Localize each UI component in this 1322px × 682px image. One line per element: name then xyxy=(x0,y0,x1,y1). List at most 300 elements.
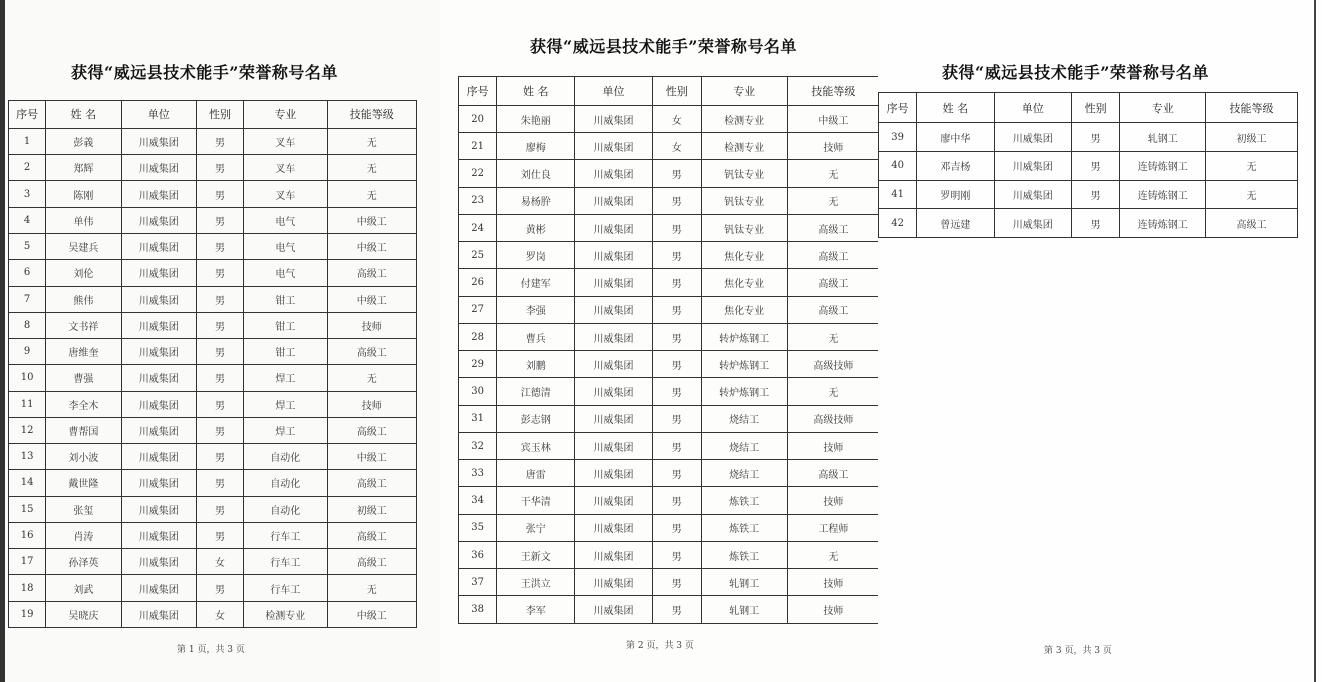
cell-serial-number: 21 xyxy=(459,133,497,160)
cell-skill-level: 无 xyxy=(327,365,416,391)
cell-gender: 男 xyxy=(652,460,701,487)
cell-skill-level: 高级技师 xyxy=(787,405,879,432)
table-row xyxy=(9,444,417,470)
cell-serial-number: 36 xyxy=(459,541,497,568)
cell-unit: 川威集团 xyxy=(575,187,653,214)
cell-specialty: 转炉炼钢工 xyxy=(701,378,787,405)
table-row xyxy=(9,286,417,312)
cell-skill-level: 无 xyxy=(1206,180,1298,209)
cell-unit: 川威集团 xyxy=(994,180,1071,209)
cell-name: 罗明刚 xyxy=(917,180,994,209)
table-row xyxy=(459,541,880,568)
cell-serial-number: 19 xyxy=(9,601,46,627)
cell-serial-number: 23 xyxy=(459,187,497,214)
cell-specialty: 转炉炼钢工 xyxy=(701,323,787,350)
cell-specialty: 自动化 xyxy=(244,444,327,470)
table-row xyxy=(459,323,880,350)
cell-name: 邓吉杨 xyxy=(917,152,994,181)
cell-serial-number: 17 xyxy=(9,549,46,575)
cell-serial-number: 13 xyxy=(9,444,46,470)
cell-specialty: 焦化专业 xyxy=(701,242,787,269)
cell-skill-level: 高级工 xyxy=(787,296,879,323)
cell-serial-number: 31 xyxy=(459,405,497,432)
table-row xyxy=(459,405,880,432)
cell-specialty: 电气 xyxy=(244,260,327,286)
cell-name: 刘伦 xyxy=(46,260,121,286)
table-row xyxy=(9,575,417,601)
cell-serial-number: 40 xyxy=(879,152,917,181)
cell-name: 彭義 xyxy=(46,128,121,154)
table-row xyxy=(459,242,880,269)
cell-name: 张玺 xyxy=(46,496,121,522)
cell-skill-level: 高级工 xyxy=(327,339,416,365)
page-footer: 第 1 页，共 3 页 xyxy=(177,645,245,655)
table-row xyxy=(9,128,417,154)
cell-specialty: 检测专业 xyxy=(701,133,787,160)
cell-skill-level: 无 xyxy=(787,160,879,187)
cell-name: 王洪立 xyxy=(497,569,575,596)
cell-gender: 男 xyxy=(652,487,701,514)
cell-skill-level: 无 xyxy=(327,575,416,601)
cell-gender: 男 xyxy=(652,514,701,541)
cell-unit: 川威集团 xyxy=(575,133,653,160)
page-title: 获得“威远县技术能手”荣誉称号名单 xyxy=(71,63,338,82)
table-row xyxy=(459,187,880,214)
cell-gender: 男 xyxy=(196,444,243,470)
column-header-serial-number: 序号 xyxy=(459,77,497,106)
column-header-serial-number: 序号 xyxy=(9,101,46,129)
cell-unit: 川威集团 xyxy=(575,269,653,296)
cell-specialty: 自动化 xyxy=(244,470,327,496)
page-title: 获得“威远县技术能手”荣誉称号名单 xyxy=(942,63,1209,82)
table-row xyxy=(459,432,880,459)
cell-skill-level: 初级工 xyxy=(327,496,416,522)
cell-serial-number: 7 xyxy=(9,286,46,312)
cell-gender: 男 xyxy=(196,155,243,181)
cell-specialty: 行车工 xyxy=(244,549,327,575)
cell-name: 张宁 xyxy=(497,514,575,541)
cell-skill-level: 高级工 xyxy=(327,417,416,443)
document-page-1 xyxy=(0,0,440,682)
cell-gender: 男 xyxy=(196,417,243,443)
cell-unit: 川威集团 xyxy=(575,569,653,596)
table-row xyxy=(459,105,880,132)
cell-unit: 川威集团 xyxy=(575,460,653,487)
column-header-name: 姓 名 xyxy=(497,77,575,106)
cell-name: 刘小波 xyxy=(46,444,121,470)
cell-name: 曹强 xyxy=(46,365,121,391)
table-row xyxy=(9,155,417,181)
cell-name: 唐维奎 xyxy=(46,339,121,365)
cell-gender: 男 xyxy=(652,242,701,269)
cell-unit: 川威集团 xyxy=(121,496,196,522)
cell-unit: 川威集团 xyxy=(575,105,653,132)
cell-name: 廖中华 xyxy=(917,123,994,152)
column-header-gender: 性别 xyxy=(652,77,701,106)
cell-specialty: 烧结工 xyxy=(701,405,787,432)
cell-specialty: 轧钢工 xyxy=(701,569,787,596)
cell-name: 唐雷 xyxy=(497,460,575,487)
cell-gender: 男 xyxy=(196,181,243,207)
table-row xyxy=(459,596,880,624)
cell-skill-level: 技师 xyxy=(327,391,416,417)
cell-serial-number: 29 xyxy=(459,351,497,378)
column-header-specialty: 专业 xyxy=(1120,93,1206,123)
cell-name: 李全木 xyxy=(46,391,121,417)
cell-name: 宾玉林 xyxy=(497,432,575,459)
cell-name: 江德清 xyxy=(497,378,575,405)
cell-skill-level: 无 xyxy=(787,541,879,568)
cell-name: 孙泽英 xyxy=(46,549,121,575)
page-footer: 第 2 页，共 3 页 xyxy=(626,641,694,651)
table-row xyxy=(459,378,880,405)
cell-serial-number: 27 xyxy=(459,296,497,323)
cell-serial-number: 18 xyxy=(9,575,46,601)
cell-skill-level: 中级工 xyxy=(327,286,416,312)
cell-unit: 川威集团 xyxy=(121,549,196,575)
cell-serial-number: 32 xyxy=(459,432,497,459)
table-row xyxy=(9,365,417,391)
cell-serial-number: 22 xyxy=(459,160,497,187)
cell-serial-number: 10 xyxy=(9,365,46,391)
cell-unit: 川威集团 xyxy=(575,323,653,350)
table-row xyxy=(9,470,417,496)
cell-skill-level: 无 xyxy=(787,323,879,350)
cell-gender: 男 xyxy=(196,391,243,417)
cell-serial-number: 33 xyxy=(459,460,497,487)
cell-specialty: 钒钛专业 xyxy=(701,214,787,241)
cell-skill-level: 技师 xyxy=(787,487,879,514)
cell-serial-number: 15 xyxy=(9,496,46,522)
cell-name: 陈刚 xyxy=(46,181,121,207)
cell-specialty: 钳工 xyxy=(244,339,327,365)
cell-gender: 男 xyxy=(652,596,701,624)
table-row xyxy=(9,549,417,575)
cell-name: 廖梅 xyxy=(497,133,575,160)
cell-serial-number: 12 xyxy=(9,417,46,443)
column-header-specialty: 专业 xyxy=(701,77,787,106)
table-row xyxy=(9,601,417,627)
cell-skill-level: 技师 xyxy=(787,596,879,624)
cell-unit: 川威集团 xyxy=(121,312,196,338)
column-header-skill-level: 技能等级 xyxy=(787,77,879,106)
cell-serial-number: 28 xyxy=(459,323,497,350)
table-row xyxy=(9,522,417,548)
cell-name: 曹帮国 xyxy=(46,417,121,443)
cell-serial-number: 41 xyxy=(879,180,917,209)
cell-serial-number: 11 xyxy=(9,391,46,417)
cell-skill-level: 无 xyxy=(327,181,416,207)
cell-name: 易杨肸 xyxy=(497,187,575,214)
cell-specialty: 焦化专业 xyxy=(701,296,787,323)
cell-specialty: 自动化 xyxy=(244,496,327,522)
cell-specialty: 烧结工 xyxy=(701,460,787,487)
cell-gender: 男 xyxy=(196,575,243,601)
cell-unit: 川威集团 xyxy=(575,487,653,514)
cell-skill-level: 中级工 xyxy=(327,444,416,470)
cell-gender: 男 xyxy=(652,351,701,378)
table-row xyxy=(459,160,880,187)
cell-skill-level: 无 xyxy=(787,187,879,214)
cell-skill-level: 中级工 xyxy=(787,105,879,132)
cell-unit: 川威集团 xyxy=(121,181,196,207)
cell-specialty: 炼铁工 xyxy=(701,514,787,541)
cell-specialty: 连铸炼钢工 xyxy=(1120,209,1206,238)
cell-skill-level: 无 xyxy=(787,378,879,405)
cell-unit: 川威集团 xyxy=(575,242,653,269)
cell-gender: 男 xyxy=(652,569,701,596)
cell-name: 文书祥 xyxy=(46,312,121,338)
cell-gender: 男 xyxy=(652,296,701,323)
cell-unit: 川威集团 xyxy=(575,596,653,624)
cell-specialty: 行车工 xyxy=(244,575,327,601)
table-row xyxy=(9,207,417,233)
column-header-unit: 单位 xyxy=(575,77,653,106)
cell-gender: 男 xyxy=(652,323,701,350)
table-row xyxy=(9,181,417,207)
honor-list-table xyxy=(878,92,1298,238)
cell-gender: 男 xyxy=(652,541,701,568)
cell-unit: 川威集团 xyxy=(121,417,196,443)
cell-skill-level: 高级工 xyxy=(787,460,879,487)
cell-serial-number: 26 xyxy=(459,269,497,296)
cell-serial-number: 14 xyxy=(9,470,46,496)
cell-name: 吴晓庆 xyxy=(46,601,121,627)
cell-gender: 女 xyxy=(652,105,701,132)
table-row xyxy=(879,180,1298,209)
cell-gender: 男 xyxy=(652,432,701,459)
cell-unit: 川威集团 xyxy=(575,514,653,541)
cell-unit: 川威集团 xyxy=(575,351,653,378)
table-row xyxy=(459,487,880,514)
table-row xyxy=(879,152,1298,181)
document-page-2 xyxy=(440,0,879,682)
cell-unit: 川威集团 xyxy=(575,378,653,405)
cell-serial-number: 6 xyxy=(9,260,46,286)
cell-specialty: 行车工 xyxy=(244,522,327,548)
table-row xyxy=(459,269,880,296)
cell-name: 单伟 xyxy=(46,207,121,233)
cell-specialty: 焊工 xyxy=(244,365,327,391)
table-row xyxy=(459,460,880,487)
cell-gender: 男 xyxy=(1071,209,1119,238)
cell-gender: 男 xyxy=(652,214,701,241)
cell-skill-level: 高级技师 xyxy=(787,351,879,378)
cell-unit: 川威集团 xyxy=(121,339,196,365)
cell-unit: 川威集团 xyxy=(121,522,196,548)
cell-serial-number: 3 xyxy=(9,181,46,207)
cell-gender: 女 xyxy=(652,133,701,160)
cell-gender: 男 xyxy=(652,187,701,214)
cell-serial-number: 24 xyxy=(459,214,497,241)
cell-unit: 川威集团 xyxy=(121,601,196,627)
cell-specialty: 钳工 xyxy=(244,286,327,312)
cell-serial-number: 42 xyxy=(879,209,917,238)
cell-specialty: 烧结工 xyxy=(701,432,787,459)
cell-name: 熊伟 xyxy=(46,286,121,312)
table-row xyxy=(459,296,880,323)
cell-name: 李军 xyxy=(497,596,575,624)
table-row xyxy=(9,233,417,259)
table-header-row xyxy=(9,101,417,129)
cell-serial-number: 2 xyxy=(9,155,46,181)
column-header-skill-level: 技能等级 xyxy=(327,101,416,129)
table-row xyxy=(9,496,417,522)
cell-serial-number: 5 xyxy=(9,233,46,259)
column-header-skill-level: 技能等级 xyxy=(1206,93,1298,123)
cell-skill-level: 中级工 xyxy=(327,601,416,627)
cell-gender: 男 xyxy=(196,365,243,391)
cell-skill-level: 高级工 xyxy=(327,549,416,575)
cell-name: 黄彬 xyxy=(497,214,575,241)
cell-unit: 川威集团 xyxy=(121,470,196,496)
cell-gender: 男 xyxy=(652,405,701,432)
cell-specialty: 轧钢工 xyxy=(1120,123,1206,152)
cell-unit: 川威集团 xyxy=(121,260,196,286)
cell-unit: 川威集团 xyxy=(994,152,1071,181)
cell-name: 彭志钢 xyxy=(497,405,575,432)
column-header-name: 姓 名 xyxy=(917,93,994,123)
cell-unit: 川威集团 xyxy=(994,209,1071,238)
cell-name: 干华清 xyxy=(497,487,575,514)
table-header-row xyxy=(459,77,880,106)
cell-unit: 川威集团 xyxy=(121,391,196,417)
table-row xyxy=(459,514,880,541)
cell-unit: 川威集团 xyxy=(121,207,196,233)
cell-serial-number: 20 xyxy=(459,105,497,132)
table-row xyxy=(459,133,880,160)
cell-gender: 男 xyxy=(196,470,243,496)
page-footer: 第 3 页，共 3 页 xyxy=(1044,646,1112,656)
cell-unit: 川威集团 xyxy=(121,365,196,391)
cell-serial-number: 8 xyxy=(9,312,46,338)
cell-gender: 男 xyxy=(1071,180,1119,209)
page-title: 获得“威远县技术能手”荣誉称号名单 xyxy=(530,37,797,56)
cell-gender: 男 xyxy=(652,269,701,296)
cell-unit: 川威集团 xyxy=(575,296,653,323)
cell-specialty: 钒钛专业 xyxy=(701,187,787,214)
honor-list-table xyxy=(458,76,880,624)
table-row xyxy=(9,260,417,286)
cell-serial-number: 9 xyxy=(9,339,46,365)
cell-specialty: 连铸炼钢工 xyxy=(1120,152,1206,181)
cell-unit: 川威集团 xyxy=(994,123,1071,152)
cell-serial-number: 4 xyxy=(9,207,46,233)
column-header-specialty: 专业 xyxy=(244,101,327,129)
cell-unit: 川威集团 xyxy=(575,432,653,459)
cell-skill-level: 中级工 xyxy=(327,233,416,259)
cell-serial-number: 30 xyxy=(459,378,497,405)
cell-specialty: 炼铁工 xyxy=(701,541,787,568)
cell-gender: 男 xyxy=(196,312,243,338)
cell-skill-level: 技师 xyxy=(327,312,416,338)
column-header-gender: 性别 xyxy=(1071,93,1119,123)
table-row xyxy=(459,569,880,596)
cell-gender: 男 xyxy=(196,522,243,548)
cell-unit: 川威集团 xyxy=(121,233,196,259)
cell-skill-level: 技师 xyxy=(787,133,879,160)
table-row xyxy=(9,417,417,443)
cell-name: 郑辉 xyxy=(46,155,121,181)
cell-gender: 男 xyxy=(1071,152,1119,181)
cell-skill-level: 工程师 xyxy=(787,514,879,541)
table-row xyxy=(9,312,417,338)
cell-name: 刘鹏 xyxy=(497,351,575,378)
cell-serial-number: 16 xyxy=(9,522,46,548)
cell-specialty: 连铸炼钢工 xyxy=(1120,180,1206,209)
cell-skill-level: 无 xyxy=(1206,152,1298,181)
cell-unit: 川威集团 xyxy=(121,128,196,154)
cell-skill-level: 无 xyxy=(327,155,416,181)
cell-gender: 女 xyxy=(196,601,243,627)
cell-serial-number: 1 xyxy=(9,128,46,154)
cell-skill-level: 初级工 xyxy=(1206,123,1298,152)
cell-skill-level: 高级工 xyxy=(787,242,879,269)
cell-skill-level: 高级工 xyxy=(327,522,416,548)
column-header-unit: 单位 xyxy=(121,101,196,129)
cell-gender: 男 xyxy=(196,128,243,154)
table-row xyxy=(9,391,417,417)
table-row xyxy=(9,339,417,365)
cell-name: 刘仕良 xyxy=(497,160,575,187)
cell-skill-level: 中级工 xyxy=(327,207,416,233)
cell-serial-number: 34 xyxy=(459,487,497,514)
cell-gender: 男 xyxy=(196,207,243,233)
table-row xyxy=(459,214,880,241)
table-row xyxy=(459,351,880,378)
cell-skill-level: 高级工 xyxy=(327,260,416,286)
cell-unit: 川威集团 xyxy=(575,405,653,432)
cell-skill-level: 高级工 xyxy=(327,470,416,496)
cell-unit: 川威集团 xyxy=(121,155,196,181)
cell-specialty: 焊工 xyxy=(244,391,327,417)
cell-gender: 男 xyxy=(196,496,243,522)
column-header-gender: 性别 xyxy=(196,101,243,129)
cell-specialty: 检测专业 xyxy=(244,601,327,627)
cell-serial-number: 38 xyxy=(459,596,497,624)
cell-serial-number: 37 xyxy=(459,569,497,596)
cell-name: 吴建兵 xyxy=(46,233,121,259)
cell-unit: 川威集团 xyxy=(575,160,653,187)
table-header-row xyxy=(879,93,1298,123)
cell-skill-level: 高级工 xyxy=(787,269,879,296)
cell-specialty: 叉车 xyxy=(244,181,327,207)
cell-unit: 川威集团 xyxy=(575,214,653,241)
cell-specialty: 检测专业 xyxy=(701,105,787,132)
column-header-name: 姓 名 xyxy=(46,101,121,129)
cell-unit: 川威集团 xyxy=(121,575,196,601)
cell-gender: 男 xyxy=(196,233,243,259)
cell-name: 曹兵 xyxy=(497,323,575,350)
cell-name: 罗岗 xyxy=(497,242,575,269)
cell-unit: 川威集团 xyxy=(575,541,653,568)
cell-name: 李强 xyxy=(497,296,575,323)
cell-skill-level: 技师 xyxy=(787,569,879,596)
cell-gender: 男 xyxy=(196,339,243,365)
table-row xyxy=(879,209,1298,238)
cell-specialty: 叉车 xyxy=(244,155,327,181)
cell-serial-number: 35 xyxy=(459,514,497,541)
cell-gender: 男 xyxy=(196,260,243,286)
cell-name: 付建军 xyxy=(497,269,575,296)
cell-gender: 男 xyxy=(652,160,701,187)
cell-name: 肖涛 xyxy=(46,522,121,548)
column-header-serial-number: 序号 xyxy=(879,93,917,123)
cell-specialty: 炼铁工 xyxy=(701,487,787,514)
cell-unit: 川威集团 xyxy=(121,286,196,312)
cell-name: 朱艳丽 xyxy=(497,105,575,132)
cell-name: 王新文 xyxy=(497,541,575,568)
